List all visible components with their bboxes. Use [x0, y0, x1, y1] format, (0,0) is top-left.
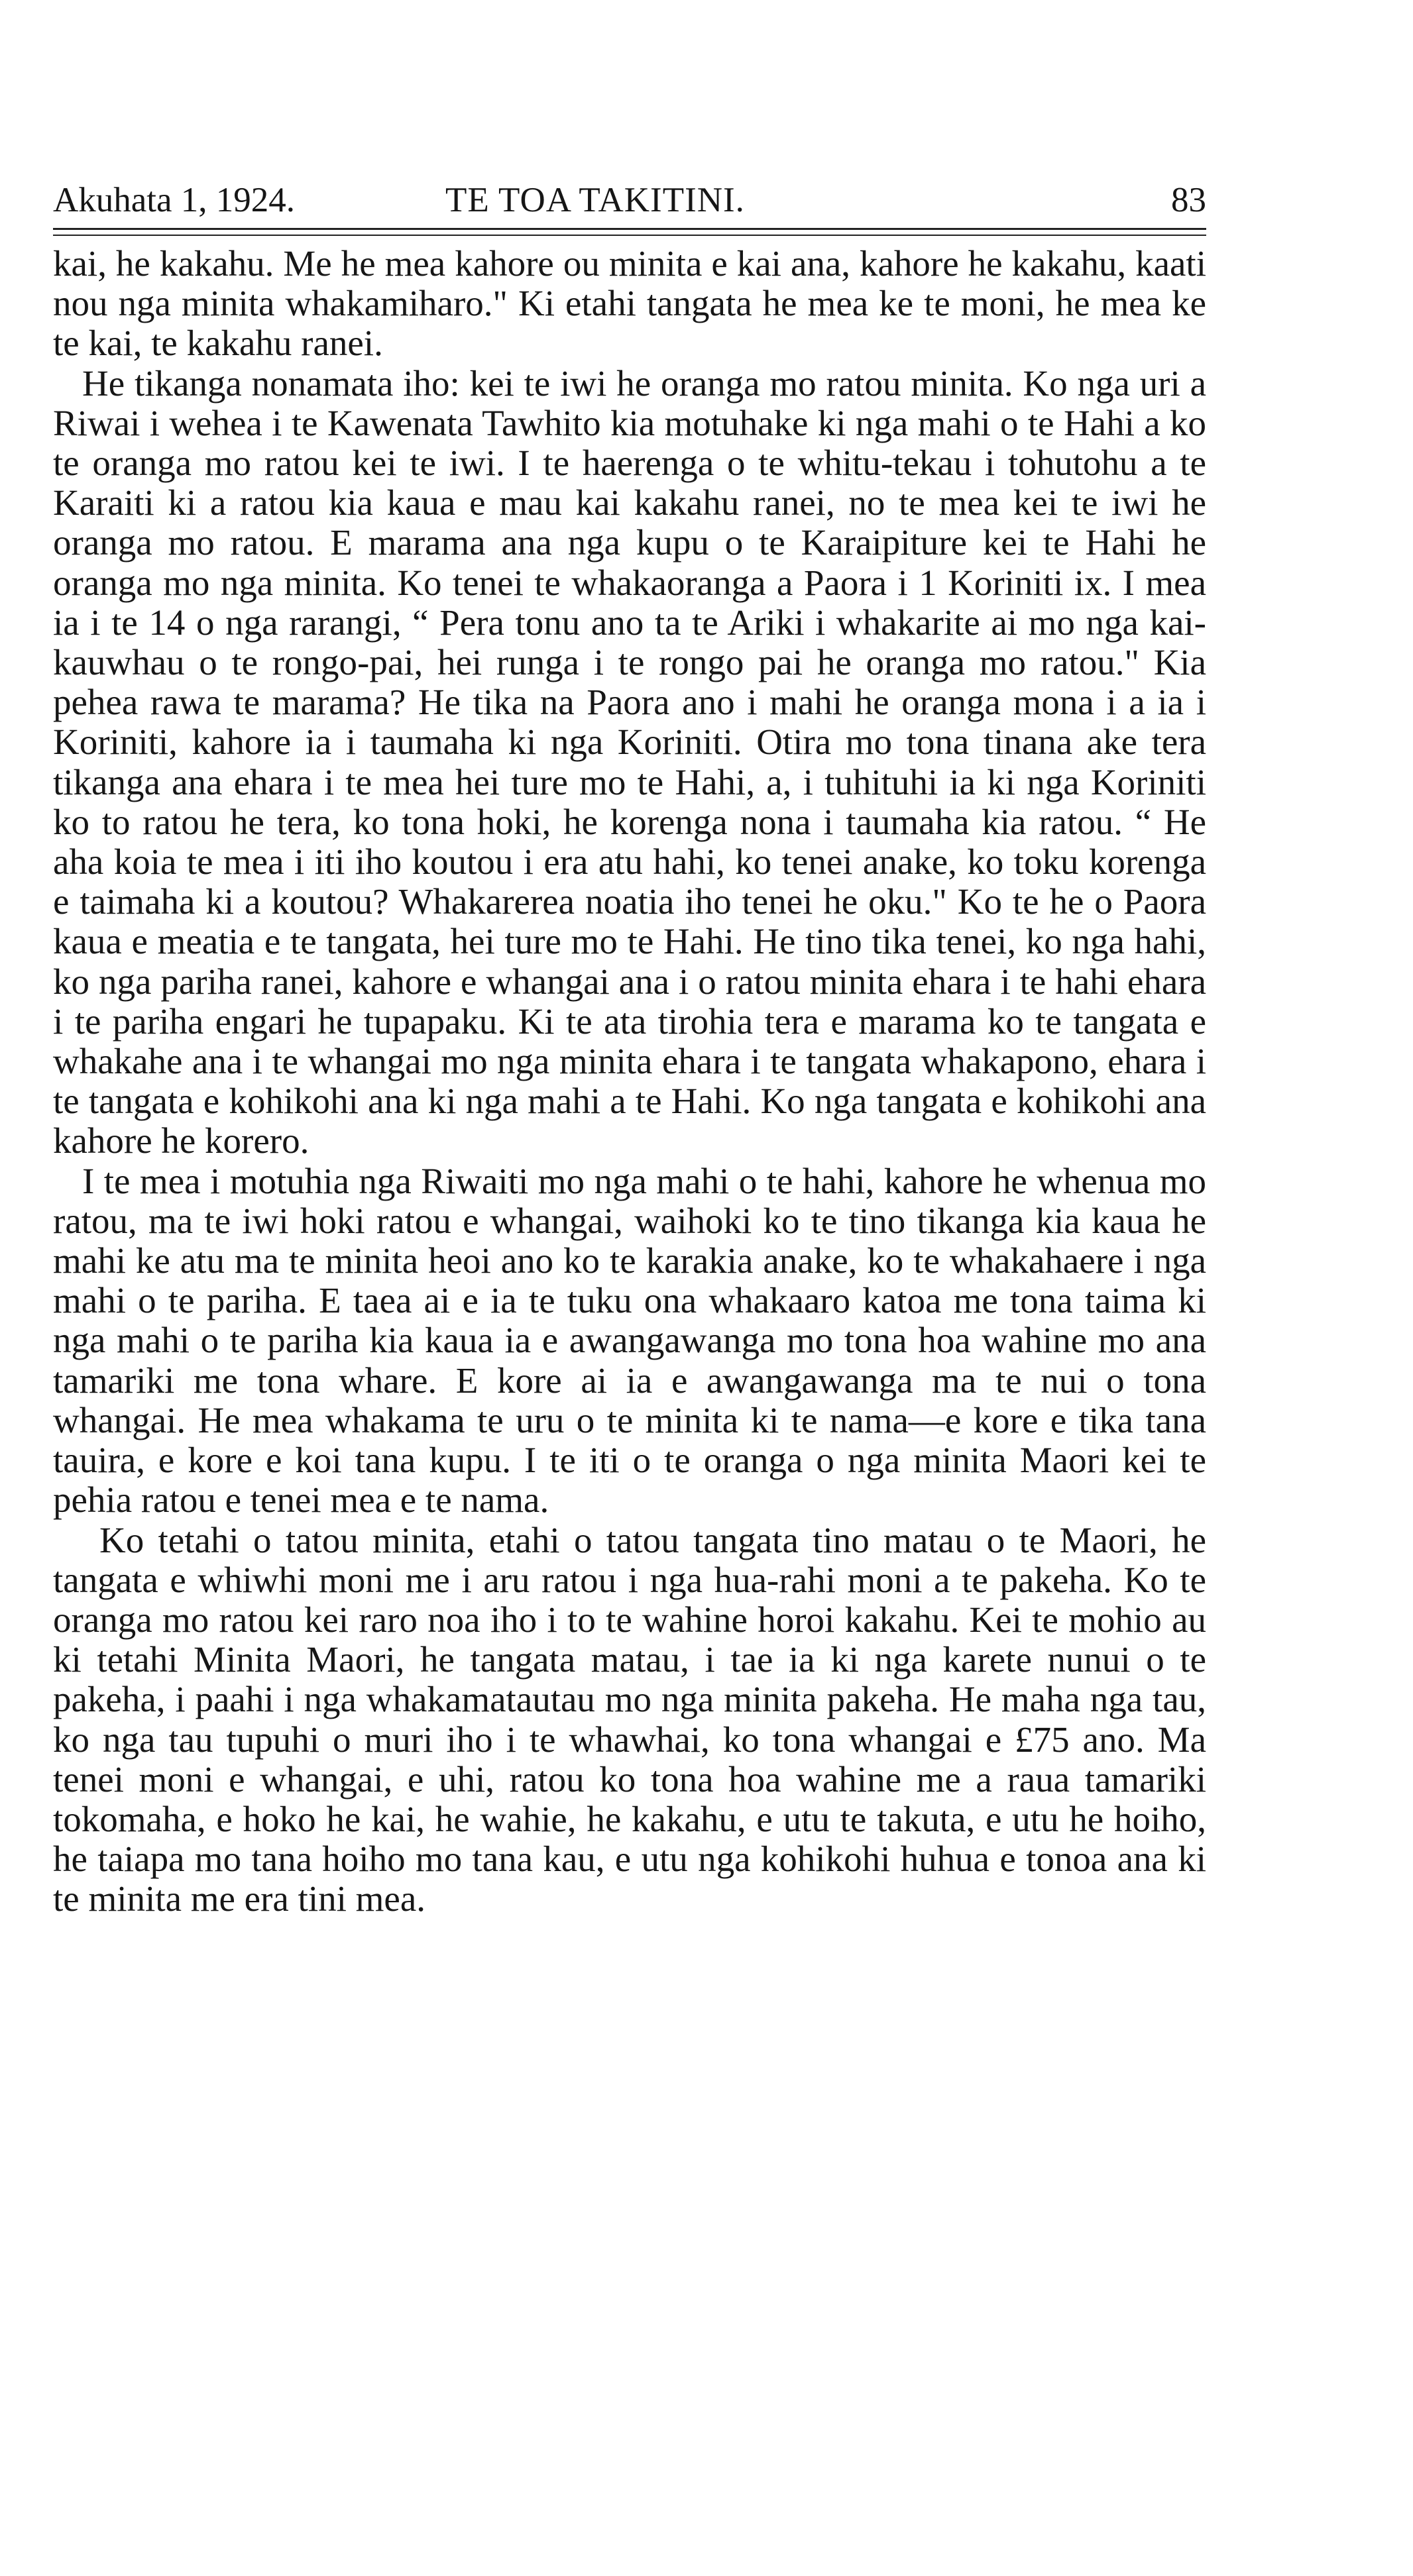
issue-date: Akuhata 1, 1924. — [53, 181, 296, 219]
article-body — [53, 244, 1206, 1919]
publication-title: TE TOA TAKITINI. — [445, 181, 745, 219]
header-rule — [53, 228, 1206, 236]
paragraph: Ko tetahi o tatou minita, etahi o tatou tangata tino matau o te Maori, he tangata e whiwhi moni me i aru ratou i nga hua-rahi moni a te pakeha. Ko te oranga mo ratou kei raro noa iho i to te wahine horoi kakahu. Kei te mohio au ki tetahi Minita Maori, he tangata matau, i tae ia ki nga karete nunui o te pakeha, i paahi i nga whakamatautau mo nga minita pakeha. He maha nga tau, ko nga tau tupuhi o muri iho i te whawhai, ko tona whangai e £75 ano. Ma tenei moni e whangai, e uhi, ratou ko tona hoa wahine me a raua tamariki tokomaha, e hoko he kai, he wahie, he kakahu, e utu te takuta, e utu he hoiho, he taiapa mo tana hoiho mo tana kau, e utu nga kohikohi huhua e tonoa ana ki te minita me era tini mea. — [53, 1519, 1206, 1919]
paragraph: He tikanga nonamata iho: kei te iwi he oranga mo ratou minita. Ko nga uri a Riwai i wehea i te Kawenata Tawhito kia motuhake ki nga mahi o te Hahi a ko te oranga mo ratou kei te iwi. I te haerenga o te whitu-tekau i tohutohu a te Karaiti ki a ratou kia kaua e mau kai kakahu ranei, no te mea kei te iwi he oranga mo ratou. E marama ana nga kupu o te Karaipiture kei te Hahi he oranga mo nga minita. Ko tenei te whakaoranga a Paora i 1 Koriniti ix. I mea ia i te 14 o nga rarangi, “ Pera tonu ano ta te Ariki i whakarite ai mo nga kai-kauwhau o te rongo-pai, hei runga i te rongo pai he oranga mo ratou." Kia pehea rawa te marama? He tika na Paora ano i mahi he oranga mona i a ia i Koriniti, kahore ia i taumaha ki nga Koriniti. Otira mo tona tinana ake tera tikanga ana ehara i te mea hei ture mo te Hahi, a, i tuhituhi ia ki nga Koriniti ko to ratou he tera, ko tona hoki, he korenga nona i taumaha kia ratou. “ He aha koia te mea i iti iho koutou i era atu hahi, ko tenei anake, ko toku korenga e taimaha ki a koutou? Whakarerea noatia iho tenei he oku." Ko te he o Paora kaua e meatia e te tangata, hei ture mo te Hahi. He tino tika tenei, ko nga hahi, ko nga pariha ranei, kahore e whangai ana i o ratou minita ehara i te hahi ehara i te pariha engari he tupapaku. Ki te ata tirohia tera e marama ko te tangata e whakahe ana i te whangai mo nga minita ehara i te tangata whakapono, ehara i te tangata e kohikohi ana ki nga mahi a te Hahi. Ko nga tangata e kohikohi ana kahore he korero. — [53, 362, 1206, 1161]
running-header — [53, 174, 1206, 227]
paragraph-continued: kai, he kakahu. Me he mea kahore ou minita e kai ana, kahore he kakahu, kaati nou nga minita whakamiharo." Ki etahi tangata he mea ke te moni, he mea ke te kai, te kakahu ranei. — [53, 243, 1206, 364]
page-number: 83 — [1171, 181, 1206, 219]
paragraph: I te mea i motuhia nga Riwaiti mo nga mahi o te hahi, kahore he whenua mo ratou, ma te iwi hoki ratou e whangai, waihoki ko te tino tikanga kia kaua he mahi ke atu ma te minita heoi ano ko te karakia anake, ko te whakahaere i nga mahi o te pariha. E taea ai e ia te tuku ona whakaaro katoa me tona taima ki nga mahi o te pariha kia kaua ia e awangawanga mo tona hoa wahine mo ana tamariki me tona whare. E kore ai ia e awangawanga ma te nui o tona whangai. He mea whakama te uru o te minita ki te nama—e kore e tika tana tauira, e kore e koi tana kupu. I te iti o te oranga o nga minita Maori kei te pehia ratou e tenei mea e te nama. — [53, 1160, 1206, 1521]
